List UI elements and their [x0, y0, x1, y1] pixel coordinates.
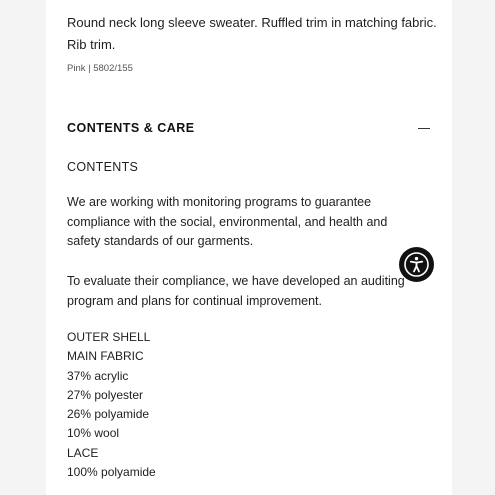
- audit-paragraph: To evaluate their compliance, we have developed an auditing program and plans for continual improvement.: [67, 274, 405, 308]
- composition-item: OUTER SHELL: [67, 330, 151, 344]
- minus-icon[interactable]: [418, 128, 430, 129]
- composition-item: 10% wool: [67, 426, 120, 441]
- composition-item: 27% polyester: [67, 387, 144, 402]
- product-description: Round neck long sleeve sweater. Ruffled trim in matching fabric. Rib trim.: [67, 15, 437, 52]
- product-reference: Pink | 5802/155: [67, 63, 133, 74]
- composition-item: 37% acrylic: [67, 368, 129, 383]
- composition-item: 100% polyamide: [67, 465, 156, 480]
- composition-item: MAIN FABRIC: [67, 349, 144, 364]
- accessibility-button[interactable]: [399, 247, 434, 282]
- contents-care-heading[interactable]: CONTENTS & CARE: [67, 121, 195, 135]
- composition-item: 26% polyamide: [67, 407, 150, 422]
- compliance-paragraph: We are working with monitoring programs to guarantee compliance with the social, environmental, and health and safety standards of our garments.: [67, 195, 388, 248]
- composition-item: LACE: [67, 445, 99, 460]
- contents-subtitle: CONTENTS: [67, 160, 139, 174]
- accessibility-icon: [399, 247, 434, 282]
- composition-list: [67, 328, 156, 482]
